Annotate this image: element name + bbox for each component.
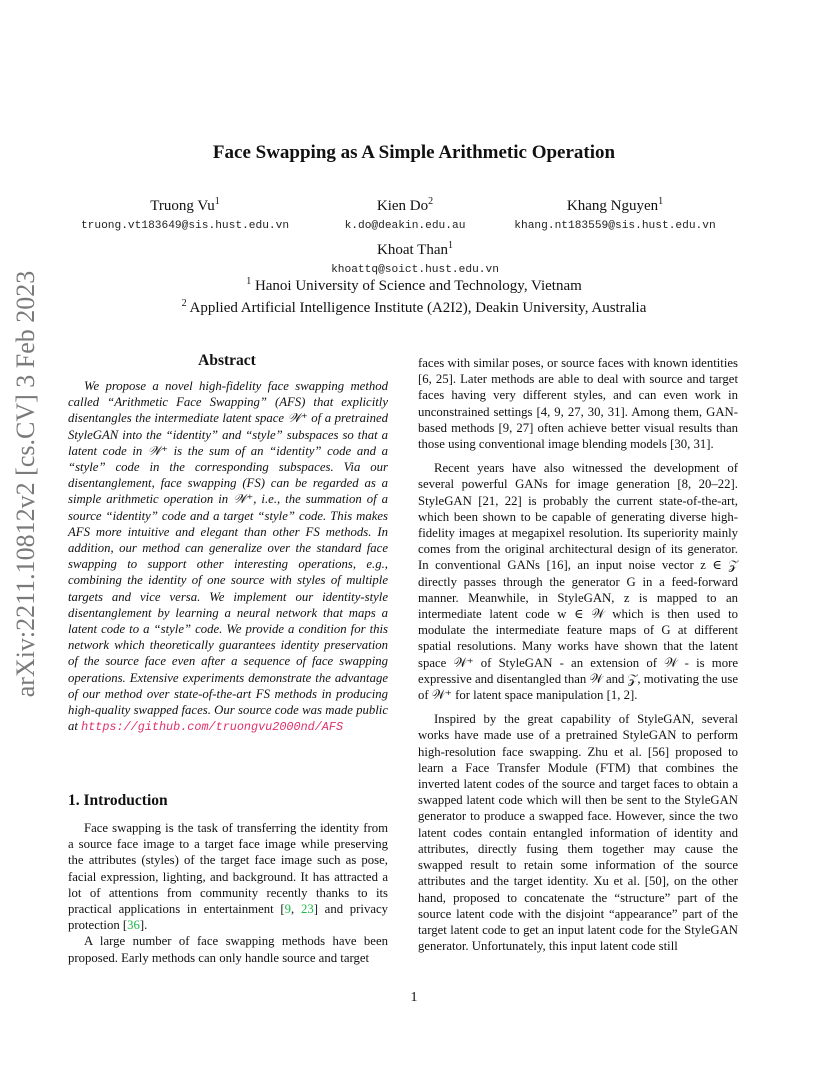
- author-name: Khoat Than$^1$: [377, 240, 453, 258]
- author-block-3: [495, 196, 735, 232]
- author-email: khoattq@soict.hust.edu.vn: [331, 264, 499, 276]
- introduction-body: [68, 820, 388, 966]
- affiliation-2: $^2$ Applied Artificial Intelligence Institute (A2I2), Deakin University, Australia: [181, 298, 647, 316]
- right-column-body: [418, 355, 738, 954]
- abstract-body: [68, 378, 388, 735]
- author-email: khang.nt183559@sis.hust.edu.vn: [514, 220, 716, 232]
- paper-title: Face Swapping as A Simple Arithmetic Operation: [212, 142, 616, 163]
- citation-link[interactable]: 23: [300, 902, 314, 917]
- arxiv-identifier-text: arXiv:2211.10812v2 [cs.CV] 3 Feb 2023: [11, 270, 40, 698]
- author-name: Khang Nguyen$^1$: [566, 196, 664, 214]
- right-paragraph-1: faces with similar poses, or source faces with known identities [6, 25]. Later methods are able to deal with source and target faces having very different styles, and can even work in unconstrained settings [4, 9, 27, 30, 31]. Among them, GAN-based methods [9, 27] often achieve better visual results than those using conventional image blending models [30, 31].: [418, 356, 738, 452]
- abstract-heading: Abstract: [198, 352, 256, 369]
- intro-paragraph-2: A large number of face swapping methods have been proposed. Early methods can only handle source and target: [68, 934, 388, 965]
- right-paragraph-3: Inspired by the great capability of StyleGAN, several works have made use of a pretrained StyleGAN to perform high-resolution face swapping. Zhu et al. [56] proposed to learn a Face Transfer Module (FTM) that combines the inverted latent codes of the source and target faces to obtain a swapped latent code which will then be sent to the StyleGAN generator to produce a swapped face. However, since the two latent codes contain entangled information of identity and attributes, directly fusing them together may cause the swapped result to retain some information of the source attributes and the target identity. Xu et al. [50], on the other hand, proposed to concatenate the “structure” part of the source latent code with the disjoint “appearance” part of the target latent code to get an input latent code for the StyleGAN generator. Unfortunately, this input latent code still: [418, 712, 738, 954]
- intro-paragraph-1: Face swapping is the task of transferring the identity from a source face image to a target face image while preserving the attributes (styles) of the target face image such as pose, facial expression, lighting, and background. It has attracted a lot of attentions from community recently thanks to its practical applications in entertainment [9, 23] and privacy protection [36].: [68, 821, 389, 933]
- abstract-text: We propose a novel high-fidelity face swapping method called “Arithmetic Face Swapping” (AFS) that explicitly disentangles the intermediate latent space 𝒲⁺ of a pretrained StyleGAN into the “identity” and “style” subspaces so that a latent code in 𝒲⁺ is the sum of an “identity” code and a “style” code in the corresponding subspaces. Via our disentanglement, face swapping (FS) can be regarded as a simple arithmetic operation in 𝒲⁺, i.e., the summation of a source “identity” code and a target “style” code. This makes AFS more intuitive and elegant than other FS methods. In addition, our method can generalize over the standard face swapping to support other interesting operations, e.g., combining the identity of one source with styles of multiple targets and vice versa. We implement our identity-style disentanglement by learning a neural network that maps a latent code to a “style” code. We provide a condition for this network which theoretically guarantees identity preservation of the source face even after a sequence of face swapping operations. Extensive experiments demonstrate the advantage of our method over state-of-the-art FS methods in producing high-quality swapped faces. Our source code was made public at: [68, 379, 388, 734]
- right-paragraph-2: Recent years have also witnessed the development of several powerful GANs for image generation [8, 20–22]. StyleGAN [21, 22] is probably the current state-of-the-art, which been shown to be capable of generating diverse high-fidelity images at megapixel resolution. Its superiority mainly comes from the original architectural design of its generator. In conventional GANs [16], an input noise vector z ∈ 𝒵 directly passes through the generator G in a feed-forward manner. Meanwhile, in StyleGAN, z is mapped to an intermediate latent code w ∈ 𝒲 which is then used to modulate the intermediate feature maps of G at different spatial resolutions. Many works have shown that the latent space 𝒲⁺ of StyleGAN - an extension of 𝒲 - is more expressive and disentangled than 𝒲 and 𝒵, motivating the use of 𝒲⁺ for latent space manipulation [1, 2].: [418, 461, 738, 703]
- citation-link[interactable]: 9: [284, 902, 292, 917]
- arxiv-identifier-stamp: [8, 270, 44, 698]
- author-block-2: [320, 196, 490, 232]
- author-block-1: [60, 196, 310, 232]
- author-block-4: [290, 240, 540, 276]
- section-heading-introduction: 1. Introduction: [68, 792, 168, 809]
- author-name: Kien Do$^2$: [376, 196, 434, 214]
- source-code-link[interactable]: https://github.com/truongvu2000nd/AFS: [81, 720, 344, 735]
- affiliation-1: $^1$ Hanoi University of Science and Technology, Vietnam: [246, 276, 582, 294]
- author-name: Truong Vu$^1$: [150, 196, 220, 214]
- citation-link[interactable]: 36: [127, 918, 140, 933]
- page-number: 1: [410, 990, 418, 1005]
- author-email: truong.vt183649@sis.hust.edu.vn: [80, 220, 290, 232]
- author-email: k.do@deakin.edu.au: [344, 220, 466, 232]
